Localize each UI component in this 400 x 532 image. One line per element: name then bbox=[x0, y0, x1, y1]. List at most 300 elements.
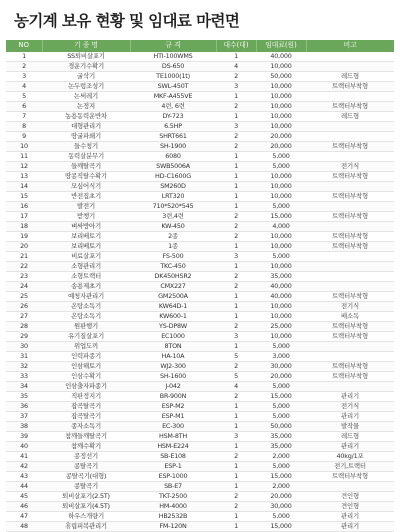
cell-no: 14 bbox=[6, 181, 42, 191]
cell-name: 온탕소독기 bbox=[42, 301, 130, 311]
cell-qty: 2 bbox=[216, 101, 256, 111]
cell-fee: 50,000 bbox=[256, 71, 306, 81]
cell-qty: 1 bbox=[216, 181, 256, 191]
cell-name: 벼싸방아기 bbox=[42, 221, 130, 231]
table-row bbox=[6, 331, 394, 341]
cell-note: 트랙터부착형 bbox=[306, 231, 394, 241]
cell-fee: 10,000 bbox=[256, 81, 306, 91]
cell-note bbox=[306, 351, 394, 361]
cell-no: 37 bbox=[6, 411, 42, 421]
cell-fee: 50,000 bbox=[256, 421, 306, 431]
cell-spec: TKC-450 bbox=[130, 261, 216, 271]
cell-no: 46 bbox=[6, 501, 42, 511]
table-row bbox=[6, 71, 394, 81]
page-title: 농기계 보유 현황 및 임대료 마련면 bbox=[14, 12, 240, 30]
cell-spec: SH-1600 bbox=[130, 371, 216, 381]
table-row bbox=[6, 281, 394, 291]
cell-name: 종자소독기 bbox=[42, 421, 130, 431]
cell-qty: 1 bbox=[216, 511, 256, 521]
cell-spec: 6.5HP bbox=[130, 121, 216, 131]
cell-fee: 35,000 bbox=[256, 431, 306, 441]
cell-name: 소형트랙터 bbox=[42, 271, 130, 281]
cell-spec: BR-900N bbox=[130, 391, 216, 401]
table-row bbox=[6, 141, 394, 151]
table-row bbox=[6, 361, 394, 371]
table-row bbox=[6, 261, 394, 271]
cell-spec: HD-C1600G bbox=[130, 171, 216, 181]
cell-spec: HB2532B bbox=[130, 511, 216, 521]
cell-qty: 5 bbox=[216, 371, 256, 381]
cell-no: 35 bbox=[6, 391, 42, 401]
cell-spec: KW-450 bbox=[130, 221, 216, 231]
table-row bbox=[6, 131, 394, 141]
table-row bbox=[6, 161, 394, 171]
cell-fee: 10,000 bbox=[256, 171, 306, 181]
cell-spec: EC-300 bbox=[130, 421, 216, 431]
cell-fee: 15,000 bbox=[256, 391, 306, 401]
cell-name: 잡곡탈곡기 bbox=[42, 411, 130, 421]
cell-no: 41 bbox=[6, 451, 42, 461]
cell-spec: SB-E108 bbox=[130, 451, 216, 461]
cell-note: 배소독 bbox=[306, 311, 394, 321]
cell-no: 25 bbox=[6, 291, 42, 301]
cell-qty: 1 bbox=[216, 91, 256, 101]
cell-no: 44 bbox=[6, 481, 42, 491]
cell-fee: 30,000 bbox=[256, 361, 306, 371]
cell-name: 참깨수확기 bbox=[42, 441, 130, 451]
cell-note: 관리기 bbox=[306, 441, 394, 451]
cell-note: 트랙터부착형 bbox=[306, 211, 394, 221]
cell-name: 콩탈곡기 bbox=[42, 481, 130, 491]
cell-name: 땅콩직탈수확기 bbox=[42, 171, 130, 181]
cell-no: 34 bbox=[6, 381, 42, 391]
cell-name: 송용제초기 bbox=[42, 281, 130, 291]
cell-qty: 1 bbox=[216, 111, 256, 121]
cell-name: 들깨탈곡기 bbox=[42, 161, 130, 171]
cell-no: 18 bbox=[6, 221, 42, 231]
cell-no: 45 bbox=[6, 491, 42, 501]
cell-spec: HSM-8TH bbox=[130, 431, 216, 441]
table-row bbox=[6, 251, 394, 261]
table-row bbox=[6, 411, 394, 421]
cell-qty: 2 bbox=[216, 391, 256, 401]
table-row bbox=[6, 511, 394, 521]
cell-note: 트랙터부착형 bbox=[306, 371, 394, 381]
cell-fee: 5,000 bbox=[256, 511, 306, 521]
cell-fee: 10,000 bbox=[256, 61, 306, 71]
cell-no: 28 bbox=[6, 321, 42, 331]
table-row bbox=[6, 201, 394, 211]
cell-spec: GM2500A bbox=[130, 291, 216, 301]
table-row bbox=[6, 341, 394, 351]
cell-no: 1 bbox=[6, 52, 42, 62]
cell-fee: 10,000 bbox=[256, 121, 306, 131]
cell-fee: 2,000 bbox=[256, 451, 306, 461]
cell-name: 퇴비살포기(2.5T) bbox=[42, 491, 130, 501]
cell-qty: 2 bbox=[216, 231, 256, 241]
cell-note bbox=[306, 221, 394, 231]
cell-no: 24 bbox=[6, 281, 42, 291]
cell-name: 발전기 bbox=[42, 201, 130, 211]
table-row bbox=[6, 451, 394, 461]
table-row bbox=[6, 401, 394, 411]
cell-qty: 3 bbox=[216, 431, 256, 441]
cell-note: 관리기 bbox=[306, 411, 394, 421]
cell-name: SS퇴비살포기 bbox=[42, 52, 130, 62]
cell-name: 보리베토기 bbox=[42, 241, 130, 251]
cell-no: 16 bbox=[6, 201, 42, 211]
cell-no: 17 bbox=[6, 211, 42, 221]
cell-no: 47 bbox=[6, 511, 42, 521]
cell-fee: 10,000 bbox=[256, 231, 306, 241]
cell-spec: HA-10A bbox=[130, 351, 216, 361]
cell-note bbox=[306, 131, 394, 141]
cell-name: 소형관리기 bbox=[42, 261, 130, 271]
cell-no: 40 bbox=[6, 441, 42, 451]
cell-qty: 1 bbox=[216, 401, 256, 411]
cell-fee: 10,000 bbox=[256, 181, 306, 191]
cell-qty: 2 bbox=[216, 211, 256, 221]
cell-name: 위업도끼 bbox=[42, 341, 130, 351]
cell-note: 전기식 bbox=[306, 301, 394, 311]
cell-qty: 3 bbox=[216, 81, 256, 91]
cell-note: 트랙터부착형 bbox=[306, 241, 394, 251]
cell-note: 견인형 bbox=[306, 491, 394, 501]
cell-fee: 10,000 bbox=[256, 101, 306, 111]
cell-name: 콩탈곡기(대형) bbox=[42, 471, 130, 481]
cell-fee: 5,000 bbox=[256, 341, 306, 351]
cell-name: 예청자관리기 bbox=[42, 291, 130, 301]
cell-fee: 20,000 bbox=[256, 371, 306, 381]
cell-qty: 4 bbox=[216, 381, 256, 391]
cell-spec: FM-120N bbox=[130, 521, 216, 531]
cell-no: 6 bbox=[6, 101, 42, 111]
cell-fee: 5,000 bbox=[256, 161, 306, 171]
table-row bbox=[6, 441, 394, 451]
cell-spec: HSM-E224 bbox=[130, 441, 216, 451]
cell-spec: KW64D-1 bbox=[130, 301, 216, 311]
cell-no: 20 bbox=[6, 241, 42, 251]
cell-qty: 1 bbox=[216, 461, 256, 471]
table-row bbox=[6, 231, 394, 241]
equipment-table bbox=[6, 40, 394, 532]
cell-no: 43 bbox=[6, 471, 42, 481]
cell-fee: 10,000 bbox=[256, 301, 306, 311]
cell-qty: 2 bbox=[216, 271, 256, 281]
header-qty: 대수(대) bbox=[216, 40, 256, 52]
cell-spec: ESP-1000 bbox=[130, 471, 216, 481]
cell-name: 땅굴파쇄기 bbox=[42, 131, 130, 141]
cell-spec: HM-4000 bbox=[130, 501, 216, 511]
cell-no: 31 bbox=[6, 351, 42, 361]
cell-note bbox=[306, 481, 394, 491]
table-row bbox=[6, 52, 394, 62]
table-row bbox=[6, 271, 394, 281]
cell-no: 2 bbox=[6, 61, 42, 71]
table-row bbox=[6, 191, 394, 201]
cell-fee: 15,000 bbox=[256, 521, 306, 531]
table-row bbox=[6, 91, 394, 101]
cell-fee: 10,000 bbox=[256, 91, 306, 101]
cell-name: 경운기수확기 bbox=[42, 61, 130, 71]
cell-spec: 8TON bbox=[130, 341, 216, 351]
cell-no: 30 bbox=[6, 341, 42, 351]
table-row bbox=[6, 241, 394, 251]
cell-qty: 1 bbox=[216, 411, 256, 421]
cell-name: 잡곡탈곡기 bbox=[42, 401, 130, 411]
cell-fee: 40,000 bbox=[256, 291, 306, 301]
cell-qty: 2 bbox=[216, 131, 256, 141]
table-row bbox=[6, 501, 394, 511]
table-row bbox=[6, 371, 394, 381]
cell-note: 발작물 bbox=[306, 421, 394, 431]
cell-spec: LRT320 bbox=[130, 191, 216, 201]
cell-qty: 1 bbox=[216, 341, 256, 351]
cell-name: 논두렁조성기 bbox=[42, 81, 130, 91]
cell-fee: 15,000 bbox=[256, 211, 306, 221]
cell-qty: 2 bbox=[216, 361, 256, 371]
cell-name: 반전집초기 bbox=[42, 191, 130, 201]
cell-note: 트랙터부착형 bbox=[306, 101, 394, 111]
cell-name: 논써레기 bbox=[42, 91, 130, 101]
table-row bbox=[6, 311, 394, 321]
table-row bbox=[6, 301, 394, 311]
cell-fee: 40,000 bbox=[256, 281, 306, 291]
cell-spec: 710*520*545 bbox=[130, 201, 216, 211]
cell-fee: 20,000 bbox=[256, 131, 306, 141]
cell-note bbox=[306, 52, 394, 62]
cell-name: 받챙기 bbox=[42, 211, 130, 221]
cell-spec: FS-500 bbox=[130, 251, 216, 261]
cell-spec: SH-1900 bbox=[130, 141, 216, 151]
cell-fee: 5,000 bbox=[256, 251, 306, 261]
cell-qty: 1 bbox=[216, 471, 256, 481]
table-row bbox=[6, 491, 394, 501]
cell-note bbox=[306, 281, 394, 291]
cell-no: 22 bbox=[6, 261, 42, 271]
cell-note: 트랙터부착형 bbox=[306, 321, 394, 331]
cell-note: 트랙터부착형 bbox=[306, 171, 394, 181]
cell-qty: 3 bbox=[216, 121, 256, 131]
cell-no: 7 bbox=[6, 111, 42, 121]
cell-note: 트랙터부착형 bbox=[306, 141, 394, 151]
cell-note bbox=[306, 271, 394, 281]
cell-note: 관리기 bbox=[306, 391, 394, 401]
cell-no: 5 bbox=[6, 91, 42, 101]
cell-fee: 10,000 bbox=[256, 111, 306, 121]
cell-no: 23 bbox=[6, 271, 42, 281]
cell-name: 휴립피복관리기 bbox=[42, 521, 130, 531]
cell-name: 논정지 bbox=[42, 101, 130, 111]
cell-note: 트랙터부착형 bbox=[306, 361, 394, 371]
cell-qty: 1 bbox=[216, 521, 256, 531]
cell-no: 3 bbox=[6, 71, 42, 81]
header-note: 비고 bbox=[306, 40, 394, 52]
cell-qty: 1 bbox=[216, 291, 256, 301]
cell-qty: 4 bbox=[216, 61, 256, 71]
cell-note bbox=[306, 261, 394, 271]
cell-spec: SB-E7 bbox=[130, 481, 216, 491]
cell-spec: WJ2-300 bbox=[130, 361, 216, 371]
cell-note: 트랙터부착형 bbox=[306, 471, 394, 481]
cell-name: 인삼출자파종기 bbox=[42, 381, 130, 391]
cell-qty: 1 bbox=[216, 161, 256, 171]
cell-note: 트랙터부착형 bbox=[306, 191, 394, 201]
table-row bbox=[6, 471, 394, 481]
cell-spec: J-042 bbox=[130, 381, 216, 391]
cell-qty: 1 bbox=[216, 151, 256, 161]
cell-note: 전기식 bbox=[306, 401, 394, 411]
table-row bbox=[6, 81, 394, 91]
cell-fee: 20,000 bbox=[256, 141, 306, 151]
cell-no: 39 bbox=[6, 431, 42, 441]
cell-note bbox=[306, 61, 394, 71]
header-no: NO bbox=[6, 40, 42, 52]
table-row bbox=[6, 461, 394, 471]
cell-fee: 10,000 bbox=[256, 191, 306, 201]
cell-fee: 3,000 bbox=[256, 351, 306, 361]
table-header-row bbox=[6, 40, 394, 52]
table-row bbox=[6, 101, 394, 111]
cell-name: 비료살포기 bbox=[42, 251, 130, 261]
cell-note: 레드형 bbox=[306, 431, 394, 441]
header-fee: 임대료(원) bbox=[256, 40, 306, 52]
cell-qty: 1 bbox=[216, 441, 256, 451]
cell-name: 인력파종기 bbox=[42, 351, 130, 361]
cell-note: 관리기 bbox=[306, 511, 394, 521]
cell-note: 트랙터부착형 bbox=[306, 81, 394, 91]
cell-no: 38 bbox=[6, 421, 42, 431]
cell-note: 레드형 bbox=[306, 111, 394, 121]
cell-no: 32 bbox=[6, 361, 42, 371]
cell-note: 전기,트랙터 bbox=[306, 461, 394, 471]
cell-name: 대형관리기 bbox=[42, 121, 130, 131]
cell-qty: 1 bbox=[216, 421, 256, 431]
table-row bbox=[6, 321, 394, 331]
cell-fee: 5,000 bbox=[256, 151, 306, 161]
cell-fee: 35,000 bbox=[256, 271, 306, 281]
cell-fee: 10,000 bbox=[256, 261, 306, 271]
cell-fee: 10,000 bbox=[256, 311, 306, 321]
cell-spec: CMX227 bbox=[130, 281, 216, 291]
cell-spec: ESP-1 bbox=[130, 461, 216, 471]
cell-qty: 2 bbox=[216, 71, 256, 81]
table-row bbox=[6, 61, 394, 71]
table-row bbox=[6, 211, 394, 221]
cell-spec: 2종 bbox=[130, 231, 216, 241]
table-row bbox=[6, 481, 394, 491]
cell-fee: 5,000 bbox=[256, 381, 306, 391]
cell-name: 굴삭기 bbox=[42, 71, 130, 81]
cell-spec: SWB5006A bbox=[130, 161, 216, 171]
cell-qty: 2 bbox=[216, 321, 256, 331]
cell-name: 모심어식기 bbox=[42, 181, 130, 191]
cell-qty: 1 bbox=[216, 301, 256, 311]
table-row bbox=[6, 121, 394, 131]
table-row bbox=[6, 391, 394, 401]
cell-fee: 40,000 bbox=[256, 52, 306, 62]
cell-name: 인삼수확기 bbox=[42, 371, 130, 381]
cell-qty: 2 bbox=[216, 221, 256, 231]
cell-spec: HTI-100WMS bbox=[130, 52, 216, 62]
cell-fee: 4,000 bbox=[256, 221, 306, 231]
table-row bbox=[6, 431, 394, 441]
cell-qty: 1 bbox=[216, 52, 256, 62]
cell-qty: 1 bbox=[216, 241, 256, 251]
cell-no: 48 bbox=[6, 521, 42, 531]
cell-note bbox=[306, 341, 394, 351]
cell-no: 42 bbox=[6, 461, 42, 471]
table-row bbox=[6, 521, 394, 531]
cell-no: 11 bbox=[6, 151, 42, 161]
cell-qty: 1 bbox=[216, 311, 256, 321]
cell-note bbox=[306, 121, 394, 131]
cell-name: 콩탈곡기 bbox=[42, 461, 130, 471]
cell-fee: 10,000 bbox=[256, 241, 306, 251]
cell-note bbox=[306, 381, 394, 391]
cell-no: 12 bbox=[6, 161, 42, 171]
table-row bbox=[6, 351, 394, 361]
cell-note: 레드형 bbox=[306, 71, 394, 81]
cell-spec: DK450HSR2 bbox=[130, 271, 216, 281]
cell-qty: 1 bbox=[216, 171, 256, 181]
table-row bbox=[6, 381, 394, 391]
cell-note: 40kg/1포 bbox=[306, 451, 394, 461]
cell-spec: 6080 bbox=[130, 151, 216, 161]
cell-spec: 4련, 6련 bbox=[130, 101, 216, 111]
cell-note: 관리기 bbox=[306, 521, 394, 531]
cell-fee: 20,000 bbox=[256, 491, 306, 501]
cell-spec: KW600-1 bbox=[130, 311, 216, 321]
cell-no: 27 bbox=[6, 311, 42, 321]
cell-note bbox=[306, 91, 394, 101]
cell-qty: 2 bbox=[216, 501, 256, 511]
cell-name: 직판정지기 bbox=[42, 391, 130, 401]
cell-qty: 1 bbox=[216, 191, 256, 201]
cell-note bbox=[306, 201, 394, 211]
cell-spec: ESP-M2 bbox=[130, 401, 216, 411]
cell-spec: SWL-450T bbox=[130, 81, 216, 91]
cell-qty: 2 bbox=[216, 141, 256, 151]
cell-name: 유기질살포기 bbox=[42, 331, 130, 341]
cell-name: 농용동력운반차 bbox=[42, 111, 130, 121]
cell-spec: TE1000(1t) bbox=[130, 71, 216, 81]
table-row bbox=[6, 171, 394, 181]
cell-no: 26 bbox=[6, 301, 42, 311]
header-name: 기 종 명 bbox=[42, 40, 130, 52]
cell-fee: 25,000 bbox=[256, 321, 306, 331]
cell-note bbox=[306, 181, 394, 191]
cell-no: 13 bbox=[6, 171, 42, 181]
cell-spec: DS-650 bbox=[130, 61, 216, 71]
cell-spec: MKF-A455VE bbox=[130, 91, 216, 101]
cell-qty: 2 bbox=[216, 281, 256, 291]
cell-name: 콩정선기 bbox=[42, 451, 130, 461]
cell-note: 트랙터부착형 bbox=[306, 291, 394, 301]
cell-no: 19 bbox=[6, 231, 42, 241]
cell-qty: 3 bbox=[216, 331, 256, 341]
cell-no: 4 bbox=[6, 81, 42, 91]
cell-spec: YS-DP8W bbox=[130, 321, 216, 331]
cell-note: 전기식 bbox=[306, 161, 394, 171]
cell-qty: 5 bbox=[216, 351, 256, 361]
table-row bbox=[6, 111, 394, 121]
cell-qty: 1 bbox=[216, 261, 256, 271]
cell-fee: 5,000 bbox=[256, 401, 306, 411]
cell-qty: 1 bbox=[216, 481, 256, 491]
cell-name: 참깨들깨탈곡기 bbox=[42, 431, 130, 441]
cell-spec: 3련,4련 bbox=[130, 211, 216, 221]
